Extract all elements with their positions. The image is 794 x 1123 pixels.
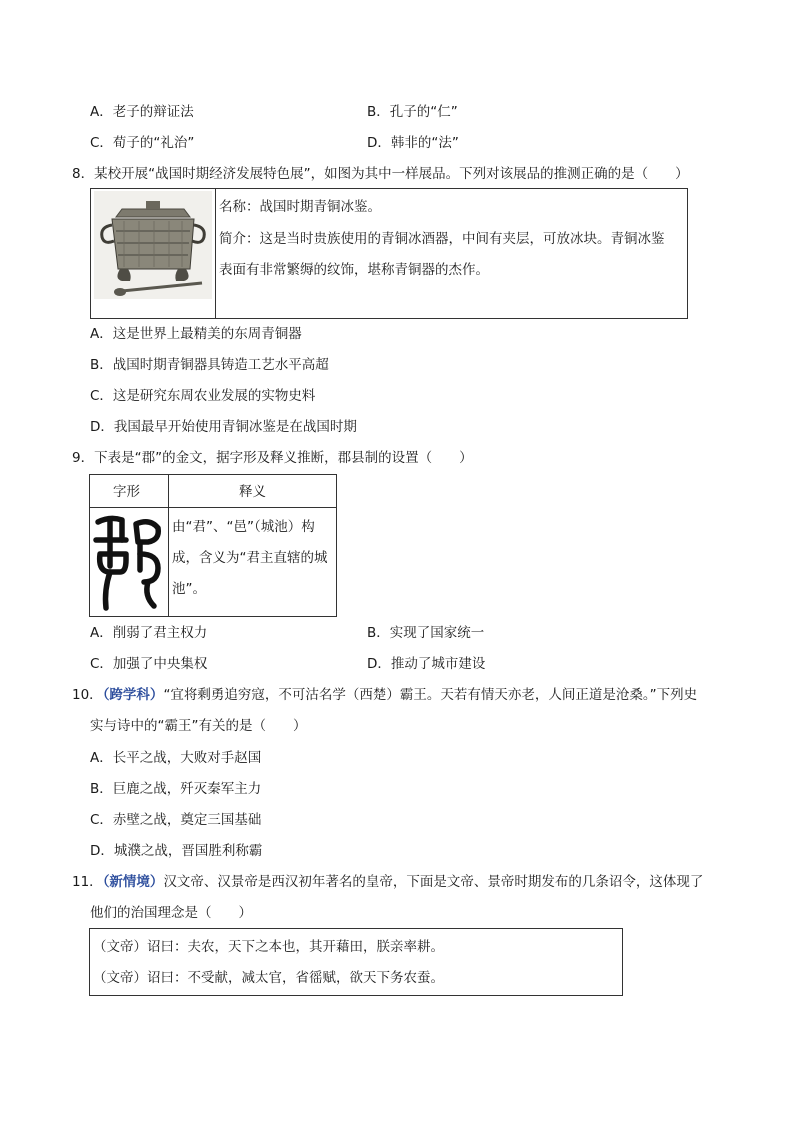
q9-header-meaning: 释义: [239, 484, 266, 500]
q11-stem-line-2: 他们的治国理念是（ ）: [90, 905, 252, 921]
q8-table-divider: [215, 188, 216, 319]
q10-option-d: D．城濮之战，晋国胜利称霸: [90, 843, 263, 859]
q7-option-a: A．老子的辩证法: [90, 104, 194, 120]
q10-stem-line-1: [72, 685, 697, 705]
q8-info-name: 名称：战国时期青铜冰鉴。: [219, 199, 381, 215]
q9-meaning-line-3: 池”。: [172, 581, 206, 597]
q8-option-d: D．我国最早开始使用青铜冰鉴是在战国时期: [90, 419, 357, 435]
q11-stem-text: 汉文帝、汉景帝是西汉初年著名的皇帝，下面是文帝、景帝时期发布的几条诏令，这体现了: [163, 874, 704, 890]
q9-meaning-line-1: 由“君”、“邑”（城池）构: [172, 519, 315, 535]
q11-stem-line-1: [72, 872, 703, 892]
q10-option-b: B．巨鹿之战，歼灭秦军主力: [90, 781, 262, 797]
q7-option-c: C．荀子的“礼治”: [90, 135, 195, 151]
q10-tag: （跨学科）: [102, 687, 164, 703]
q8-option-b: B．战国时期青铜器具铸造工艺水平高超: [90, 357, 329, 373]
q9-stem: 9．下表是“郡”的金文，据字形及释义推断，郡县制的设置（ ）: [72, 450, 473, 466]
q10-option-c: C．赤壁之战，奠定三国基础: [90, 812, 262, 828]
jun-bronze-script-glyph: [92, 510, 166, 614]
q9-option-c: C．加强了中央集权: [90, 656, 208, 672]
q10-stem-text: “宜将剩勇追穷寇，不可沽名学（西楚）霸王。天若有情天亦老，人间正道是沧桑。”下列史: [163, 687, 698, 703]
q11-number: 11．: [72, 874, 103, 890]
q10-option-a: A．长平之战，大败对手赵国: [90, 750, 262, 766]
q9-option-d: D．推动了城市建设: [367, 656, 486, 672]
q9-meaning-line-2: 成，含义为“君主直辖的城: [172, 550, 328, 566]
q8-option-a: A．这是世界上最精美的东周青铜器: [90, 326, 302, 342]
q8-option-c: C．这是研究东周农业发展的实物史料: [90, 388, 316, 404]
q7-option-d: D．韩非的“法”: [367, 135, 459, 151]
q9-table-row-divider: [89, 507, 337, 508]
q8-info-intro-line-2: 表面有非常繁缛的纹饰，堪称青铜器的杰作。: [219, 262, 489, 278]
q10-stem-line-2: 实与诗中的“霸王”有关的是（ ）: [90, 718, 307, 734]
q9-table-col-divider: [168, 474, 169, 617]
q7-option-b: B．孔子的“仁”: [367, 104, 458, 120]
q11-edict-2: （文帝）诏曰：不受献，减太官，省徭赋，欲天下务农蚕。: [93, 970, 444, 986]
q11-edict-1: （文帝）诏曰：夫农，天下之本也，其开藉田，朕亲率耕。: [93, 939, 444, 955]
bronze-ice-chest-image: [94, 191, 212, 299]
q8-stem: 8．某校开展“战国时期经济发展特色展”，如图为其中一样展品。下列对该展品的推测正确的是（ ）: [72, 166, 689, 182]
q8-info-intro-line-1: 简介：这是当时贵族使用的青铜冰酒器，中间有夹层，可放冰块。青铜冰鉴: [219, 231, 665, 247]
q9-header-form: 字形: [113, 484, 140, 500]
q11-tag: （新情境）: [102, 874, 164, 890]
q9-option-a: A．削弱了君主权力: [90, 625, 208, 641]
q9-option-b: B．实现了国家统一: [367, 625, 485, 641]
q10-number: 10．: [72, 687, 103, 703]
